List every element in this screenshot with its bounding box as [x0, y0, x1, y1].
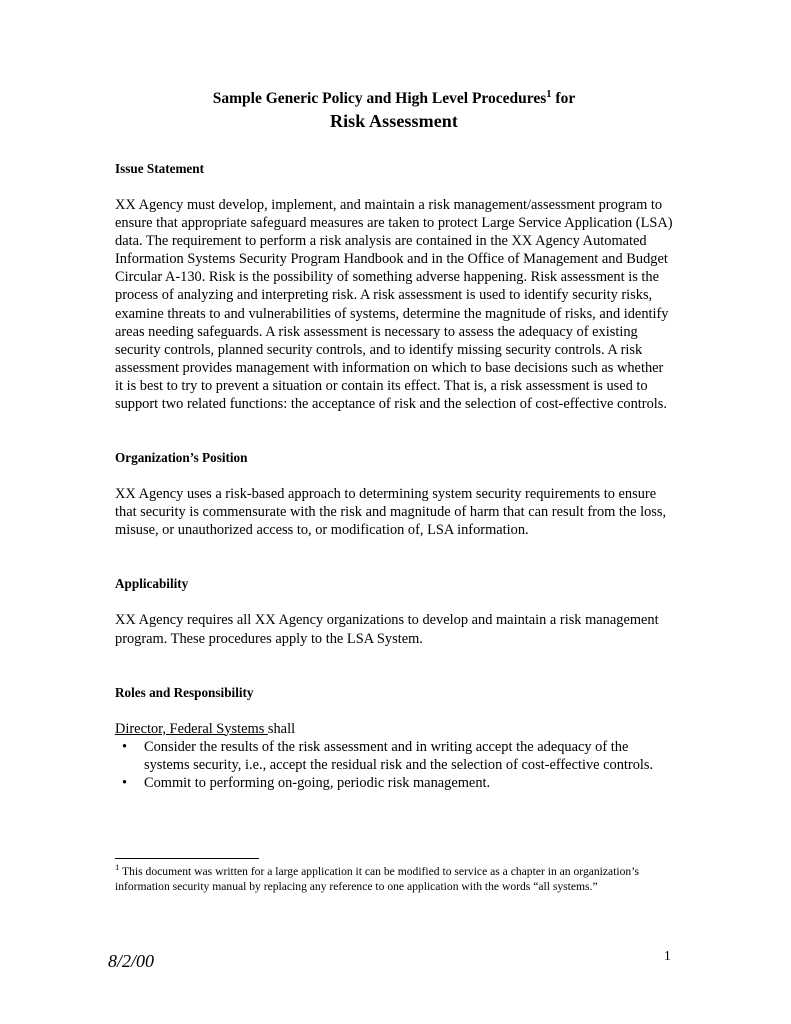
footnote-body: This document was written for a large application it can be modified to service as a chapter in an organization’s information security manual by replacing any reference to one application with the words “all systems.” — [115, 865, 639, 894]
paragraph-issue-statement: XX Agency must develop, implement, and maintain a risk management/assessment program to ensure that appropriate safeguard measures are taken to protect Large Service Application (LSA) data. The requirement to perform a risk analysis are contained in the XX Agency Automated Information Systems Security Program Handbook and in the Office of Management and Budget Circular A-130. Risk is the possibility of something adverse happening. Risk assessment is the process of analyzing and interpreting risk. A risk assessment is used to identify security risks, examine threats to and vulnerabilities of systems, determine the magnitude of risks, and identify areas needing safeguards. A risk assessment is necessary to assess the adequacy of existing security controls, planned security controls, and to identify missing security controls. A risk assessment provides management with information on which to base decisions such as whether it is best to try to prevent a situation or contain its effect. That is, a risk assessment is used to support two related functions: the acceptance of risk and the selection of cost-effective controls. — [115, 197, 673, 413]
heading-applicability: Applicability — [115, 576, 189, 592]
spacer — [115, 467, 673, 485]
document-title-main: Sample Generic Policy and High Level Procedures — [212, 90, 547, 107]
footnote-area — [115, 858, 673, 894]
footnote-separator-rule — [115, 858, 259, 859]
spacer — [115, 133, 673, 160]
role-lead-in — [115, 720, 673, 738]
footer-page-number: 1 — [664, 948, 671, 963]
spacer — [115, 702, 673, 720]
document-title-block — [115, 88, 673, 133]
heading-roles-and-responsibility: Roles and Responsibility — [115, 684, 254, 700]
document-content — [115, 88, 673, 792]
spacer — [115, 648, 673, 684]
spacer — [115, 178, 673, 196]
role-title: Director, Federal Systems — [115, 720, 268, 737]
heading-issue-statement: Issue Statement — [115, 161, 205, 176]
document-title-tail: for — [551, 90, 576, 107]
footnote-marker: 1 — [115, 862, 120, 873]
spacer — [115, 539, 673, 575]
list-item: • Consider the results of the risk assessment and in writing accept the adequacy of the systems security, i.e., accept the residual risk and the selection of cost-effective controls. — [115, 738, 673, 774]
spacer — [115, 413, 673, 449]
roles-bullet-list — [115, 738, 673, 792]
footnote-text — [115, 864, 673, 894]
role-verb: shall — [267, 720, 296, 737]
footer-date: 8/2/00 — [108, 951, 155, 971]
title-footnote-marker: 1 — [546, 88, 552, 100]
heading-organizations-position: Organization’s Position — [115, 450, 248, 466]
paragraph-organizations-position: XX Agency uses a risk-based approach to determining system security requirements to ensure that security is commensurate with the risk and magnitude of harm that can result from the loss, misuse, or unauthorized access to, or modification of, LSA information. — [115, 486, 667, 539]
list-item: • Commit to performing on-going, periodic risk management. — [115, 774, 673, 792]
document-subtitle: Risk Assessment — [329, 111, 459, 131]
spacer — [115, 593, 673, 611]
paragraph-applicability: XX Agency requires all XX Agency organizations to develop and maintain a risk management program. These procedures apply to the LSA System. — [115, 612, 659, 647]
document-title-line1 — [115, 88, 673, 109]
